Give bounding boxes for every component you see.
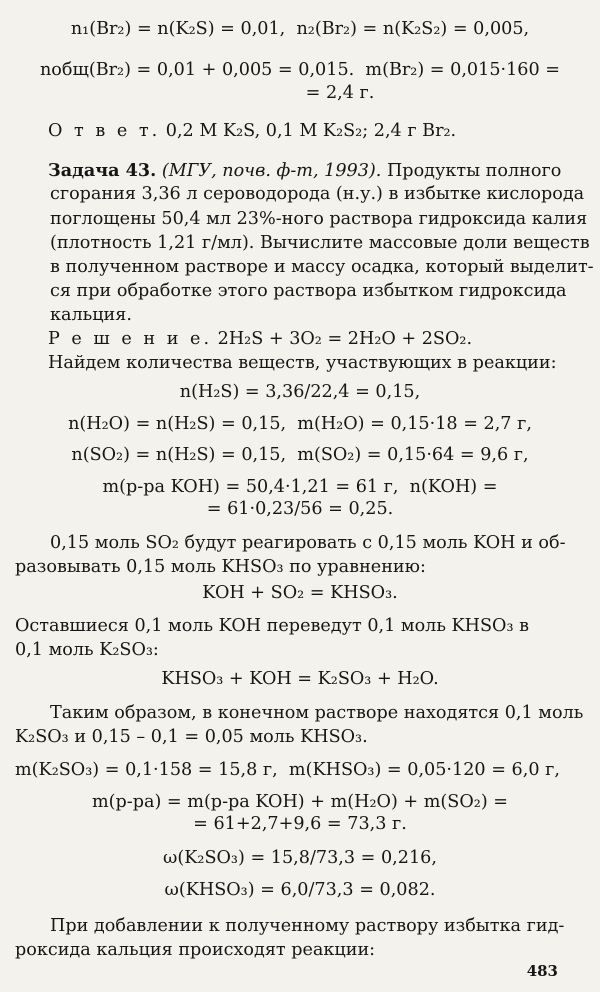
task-text: Продукты полного (381, 161, 562, 181)
text-line: Таким образом, в конечном растворе находятся 0,1 моль (50, 703, 584, 723)
text-line: K₂SO₃ и 0,15 – 0,1 = 0,05 моль KHSO₃. (15, 727, 368, 747)
text-line: При добавлении к полученному раствору избытка гид- (50, 916, 565, 936)
formula-line: ω(K₂SO₃) = 15,8/73,3 = 0,216, (163, 848, 437, 868)
task-line: в полученном растворе и массу осадка, который выделит- (50, 257, 594, 277)
formula-line: = 2,4 г. (305, 83, 375, 103)
formula-line: n(SO₂) = n(H₂S) = 0,15, m(SO₂) = 0,15·64 = 9,6 г, (71, 445, 529, 465)
formula-line: m(K₂SO₃) = 0,1·158 = 15,8 г, m(KHSO₃) = 0,05·120 = 6,0 г, (15, 760, 560, 780)
task-title: Задача 43. (48, 160, 157, 181)
text-line: Оставшиеся 0,1 моль KOH переведут 0,1 моль KHSO₃ в (15, 616, 530, 636)
formula-line: n(H₂O) = n(H₂S) = 0,15, m(H₂O) = 0,15·18 = 2,7 г, (68, 414, 532, 434)
answer-paragraph (48, 118, 570, 145)
formula-line: nобщ(Br₂) = 0,01 + 0,005 = 0,015. m(Br₂) = 0,015·160 = (39, 60, 561, 80)
formula-line: ω(KHSO₃) = 6,0/73,3 = 0,082. (164, 880, 436, 900)
formula-line: KOH + SO₂ = KHSO₃. (202, 583, 398, 603)
answer-text: 0,2 М K₂S, 0,1 М K₂S₂; 2,4 г Br₂. (160, 121, 457, 141)
page-number: 483 (526, 962, 558, 980)
text-line: роксида кальция происходят реакции: (15, 940, 376, 960)
formula-line: = 61+2,7+9,6 = 73,3 г. (193, 814, 407, 834)
task-line: (плотность 1,21 г/мл). Вычислите массовые доли веществ (50, 233, 590, 253)
task-line: поглощены 50,4 мл 23%-ного раствора гидроксида калия (50, 209, 588, 229)
text-line: 0,1 моль K₂SO₃: (15, 640, 159, 660)
task-line: сгорания 3,36 л сероводорода (н.у.) в избытке кислорода (50, 184, 585, 204)
answer-label: О т в е т. (48, 121, 161, 141)
solution-equation: 2H₂S + 3O₂ = 2H₂O + 2SO₂. (212, 329, 473, 349)
formula-line: m(р-ра) = m(р-ра KOH) + m(H₂O) + m(SO₂) = (91, 792, 509, 812)
formula-line: m(р-ра KOH) = 50,4·1,21 = 61 г, n(KOH) = (102, 477, 498, 497)
text-line: разовывать 0,15 моль KHSO₃ по уравнению: (15, 557, 426, 577)
solution-line (48, 326, 570, 353)
text-line: 0,15 моль SO₂ будут реагировать с 0,15 моль KOH и об- (50, 533, 566, 553)
solution-label: Р е ш е н и е. (48, 329, 213, 349)
formula-line: KHSO₃ + KOH = K₂SO₃ + H₂O. (161, 669, 439, 689)
text-line: Найдем количества веществ, участвующих в реакции: (48, 353, 557, 373)
formula-line: n(H₂S) = 3,36/22,4 = 0,15, (179, 382, 421, 402)
task-line: кальция. (50, 305, 132, 325)
formula-line: n₁(Br₂) = n(K₂S) = 0,01, n₂(Br₂) = n(K₂S₂) = 0,005, (70, 19, 530, 39)
task-source: (МГУ, почв. ф-т, 1993). (156, 161, 382, 181)
formula-line: = 61·0,23/56 = 0,25. (206, 499, 394, 519)
task-line: ся при обработке этого раствора избытком гидроксида (50, 281, 567, 301)
